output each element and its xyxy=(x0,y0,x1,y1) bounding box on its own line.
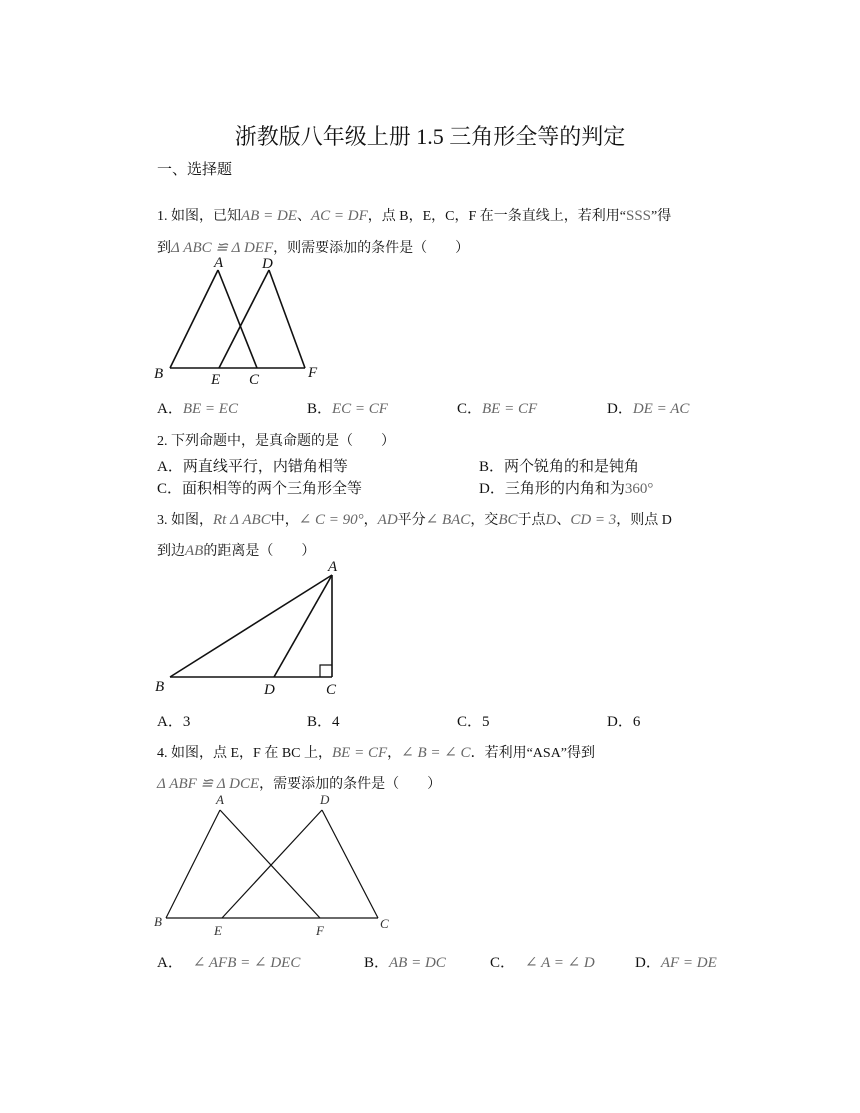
q2-option-a-letter: A． xyxy=(157,459,183,475)
q4-stem-line1 xyxy=(157,742,595,762)
q3-option-c[interactable] xyxy=(457,710,490,731)
q3-line2-b: 的距离是（ ） xyxy=(203,544,316,559)
q3-option-a-letter: A． xyxy=(157,714,183,730)
q2-option-b-letter: B． xyxy=(479,459,505,475)
q1-congruence: Δ ABC ≌ Δ DEF xyxy=(171,240,274,256)
q3-label-C: C xyxy=(326,682,337,698)
q4-seg-AF xyxy=(220,810,320,918)
q3-angle-c: ∠ C = 90° xyxy=(298,512,364,528)
q2-stem: 2. 下列命题中，是真命题的是（ ） xyxy=(157,434,395,449)
section-heading: 一、选择题 xyxy=(157,162,233,178)
q1-label-E: E xyxy=(211,372,221,388)
q3-d: D xyxy=(545,512,557,528)
q2-option-b-text: 两个锐角的和是钝角 xyxy=(504,459,640,475)
q1-label-C: C xyxy=(249,372,260,388)
q1-label-B: B xyxy=(154,366,164,382)
q4-text-1: ， xyxy=(387,746,402,761)
q4-option-a-letter: A． xyxy=(157,955,183,971)
q3-bc: BC xyxy=(498,512,518,528)
q3-right-angle-mark xyxy=(320,665,332,677)
q4-label-B: B xyxy=(154,914,162,929)
q1-seg-AC xyxy=(218,270,257,368)
q4-congruence: Δ ABF ≌ Δ DCE xyxy=(157,776,260,792)
q3-text-7: ，则点 D xyxy=(616,513,672,528)
q1-expr1: AB = DE xyxy=(241,208,297,224)
q1-option-a-text: BE = EC xyxy=(182,401,238,417)
q1-option-c-text: BE = CF xyxy=(482,401,538,417)
q1-option-c[interactable] xyxy=(457,397,537,418)
q3-cd: CD = 3 xyxy=(570,512,617,528)
q1-number: 1. 如图，已知 xyxy=(157,209,241,224)
q4-option-c-letter: C． xyxy=(490,955,516,971)
q3-figure xyxy=(150,555,350,700)
q4-number: 4. 如图，点 E，F 在 BC 上， xyxy=(157,746,333,761)
q3-option-c-letter: C． xyxy=(457,714,483,730)
q1-end: ”得 xyxy=(651,209,672,224)
q1-option-b[interactable] xyxy=(307,397,388,418)
q4-figure xyxy=(150,790,400,940)
q2-option-c-letter: C． xyxy=(157,481,183,497)
q4-option-b-text: AB = DC xyxy=(389,955,446,971)
q1-label-F: F xyxy=(308,365,318,381)
q4-expr1: BE = CF xyxy=(332,745,388,761)
q4-option-a[interactable] xyxy=(157,951,300,972)
q4-label-C: C xyxy=(380,916,389,931)
q1-seg-DF xyxy=(269,270,305,368)
q3-text-3: 平分 xyxy=(397,513,426,528)
q1-option-d[interactable] xyxy=(607,397,689,418)
q1-option-d-letter: D． xyxy=(607,401,633,417)
q2-option-d[interactable] xyxy=(479,477,653,498)
q1-seg-BA xyxy=(170,270,218,368)
q1-seg-ED xyxy=(219,270,269,368)
q4-option-b-letter: B． xyxy=(364,955,390,971)
q3-option-d-text: 6 xyxy=(632,714,641,730)
q2-option-d-letter: D． xyxy=(479,481,505,497)
q3-number: 3. 如图， xyxy=(157,513,213,528)
q4-option-a-text: ∠ AFB = ∠ DEC xyxy=(192,955,301,971)
q3-line2-a: 到边 xyxy=(157,544,185,559)
q1-option-a[interactable] xyxy=(157,397,238,418)
q1-expr2: AC = DF xyxy=(310,208,368,224)
q2-option-d-math: 360° xyxy=(624,481,654,497)
q3-ab: AB xyxy=(185,543,204,559)
q1-figure xyxy=(150,252,330,390)
q3-option-b[interactable] xyxy=(307,710,340,731)
q2-option-c-text: 面积相等的两个三角形全等 xyxy=(182,481,363,497)
q4-label-F: F xyxy=(316,923,324,938)
q3-option-b-text: 4 xyxy=(332,714,340,730)
q3-label-A: A xyxy=(328,559,338,575)
q4-seg-DC xyxy=(322,810,378,918)
q3-option-c-text: 5 xyxy=(482,714,490,730)
q1-option-a-letter: A． xyxy=(157,401,183,417)
q3-text-4: ，交 xyxy=(470,513,499,528)
q4-text-2: ．若利用“ASA”得到 xyxy=(470,746,596,761)
q3-text-2: ， xyxy=(363,513,378,528)
q1-mid: ，点 B，E，C，F 在一条直线上，若利用“ xyxy=(367,209,626,224)
q3-stem-line1 xyxy=(157,509,672,529)
q1-option-b-letter: B． xyxy=(307,401,333,417)
q2-option-a-text: 两直线平行，内错角相等 xyxy=(182,459,348,475)
q4-seg-BA xyxy=(166,810,220,918)
q1-line2-b: ，则需要添加的条件是（ ） xyxy=(273,241,470,256)
q2-option-a[interactable] xyxy=(157,455,348,476)
q3-label-B: B xyxy=(155,679,165,695)
q3-option-d-letter: D． xyxy=(607,714,633,730)
q2-option-c[interactable] xyxy=(157,477,362,498)
q3-seg-BA xyxy=(170,575,332,677)
q3-option-a[interactable] xyxy=(157,710,190,731)
q4-option-c[interactable] xyxy=(490,951,595,972)
q4-seg-ED xyxy=(222,810,322,918)
q4-expr2: ∠ B = ∠ C xyxy=(401,745,471,761)
q1-option-c-letter: C． xyxy=(457,401,483,417)
q3-option-d[interactable] xyxy=(607,710,640,731)
q3-text-6: 、 xyxy=(556,513,571,528)
q1-line2-a: 到 xyxy=(157,241,171,256)
q4-option-d-letter: D． xyxy=(635,955,661,971)
q4-option-d[interactable] xyxy=(635,951,717,972)
q1-sep: 、 xyxy=(296,209,311,224)
q1-option-d-text: DE = AC xyxy=(632,401,690,417)
q1-stem-line1 xyxy=(157,205,671,225)
page-title: 浙教版八年级上册 1.5 三角形全等的判定 xyxy=(234,124,626,149)
q1-sss: SSS xyxy=(625,208,652,224)
q2-option-d-text: 三角形的内角和为 xyxy=(504,481,625,497)
q1-option-b-text: EC = CF xyxy=(332,401,388,417)
q3-option-b-letter: B． xyxy=(307,714,333,730)
q3-angle-bac: ∠ BAC xyxy=(425,512,471,528)
q3-text-5: 于点 xyxy=(517,513,546,528)
q3-option-a-text: 3 xyxy=(182,714,191,730)
q3-text-1: 中， xyxy=(270,513,299,528)
q3-label-D: D xyxy=(264,682,275,698)
q3-ad: AD xyxy=(377,512,398,528)
q2-option-b[interactable] xyxy=(479,455,639,476)
q3-seg-AD xyxy=(274,575,332,677)
q4-label-A: A xyxy=(216,792,224,807)
q1-label-A: A xyxy=(214,255,224,271)
q4-option-c-text: ∠ A = ∠ D xyxy=(525,955,595,971)
q3-rt: Rt Δ ABC xyxy=(213,512,271,528)
q4-option-b[interactable] xyxy=(364,951,446,972)
q4-option-d-text: AF = DE xyxy=(660,955,717,971)
q4-label-E: E xyxy=(214,923,222,938)
q1-label-D: D xyxy=(262,256,273,272)
q4-label-D: D xyxy=(320,792,330,807)
q4-line2-b: ，需要添加的条件是（ ） xyxy=(259,777,442,792)
